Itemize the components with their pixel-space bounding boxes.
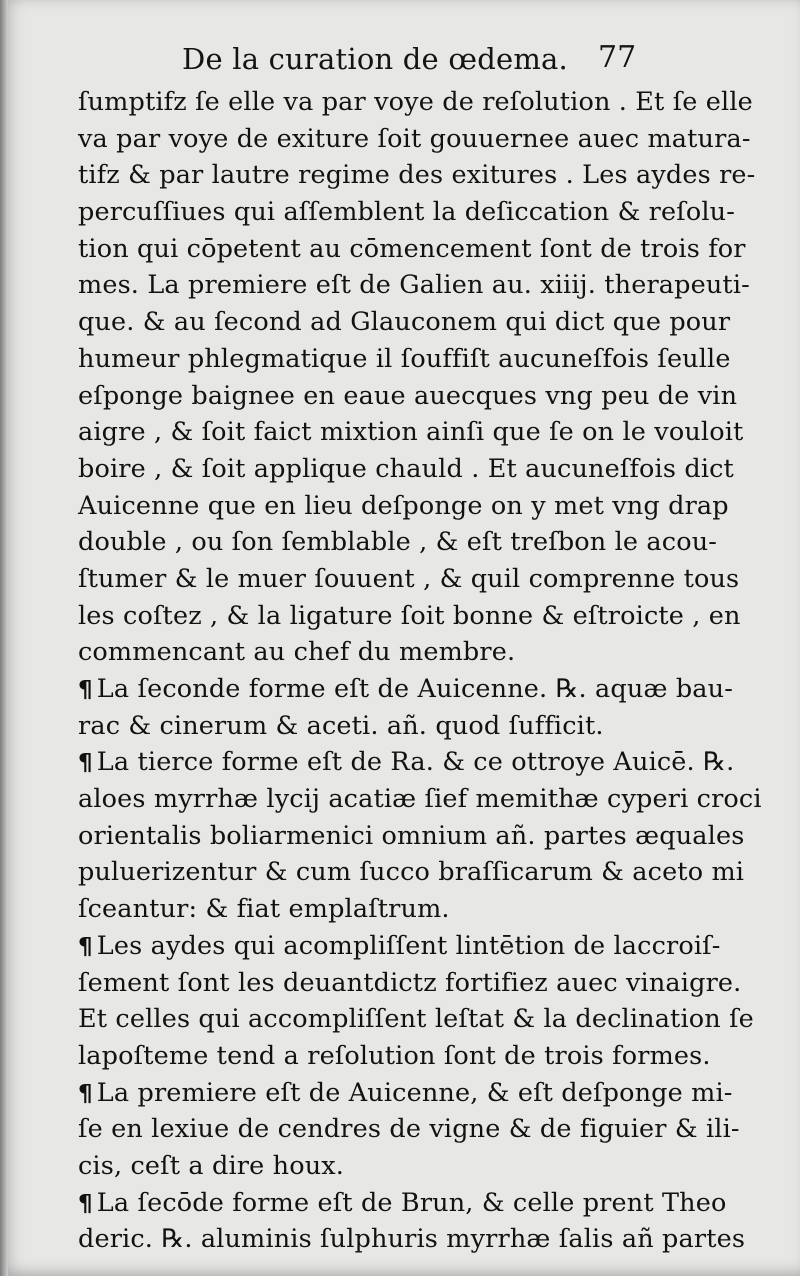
text-line: ſumptifz ſe elle va par voye de reſolution . Et ſe elle (78, 87, 753, 117)
text-line: mes. La premiere eſt de Galien au. xiiij. therapeuti- (78, 270, 750, 301)
text-line: les coſtez , & la ligature ſoit bonne & eſtroicte , en (78, 600, 741, 631)
text-line-content: La tierce forme eſt de Ra. & ce ottroye Auicē. ℞. (96, 747, 735, 778)
text-line (78, 744, 735, 781)
text-line: rac & cinerum & aceti. añ. quod ſufficit. (78, 710, 604, 741)
text-line: puluerizentur & cum ſucco braſſicarum & aceto mi (78, 857, 745, 888)
text-line (78, 928, 721, 965)
text-line: ſceantur: & fiat emplaſtrum. (78, 894, 450, 925)
text-line: ſe en lexiue de cendres de vigne & de figuier & ili- (78, 1114, 740, 1145)
text-line: eſponge baignee en eaue auecques vng peu de vin (78, 380, 738, 411)
text-line (78, 1185, 727, 1222)
running-title: De la curation de œdema. (182, 42, 568, 76)
text-line (78, 1075, 733, 1112)
text-line: lapoſteme tend a reſolution ſont de trois formes. (78, 1040, 711, 1071)
paragraph-mark-icon: ¶ (78, 933, 93, 960)
text-line-content: La ſeconde forme eſt de Auicenne. ℞. aquæ bau- (96, 674, 733, 704)
text-line: aigre , & ſoit faict mixtion ainſi que ſe on le vouloit (78, 417, 744, 448)
text-line-content: La ſecōde forme eſt de Brun, & celle prent Theo (96, 1187, 727, 1218)
paragraph-mark-icon: ¶ (78, 1080, 93, 1107)
text-line: commencant au chef du membre. (78, 637, 516, 668)
paragraph-mark-icon: ¶ (78, 750, 93, 777)
text-line: tifz & par lautre regime des exitures . Les aydes re- (78, 160, 756, 191)
text-line: aloes myrrhæ lycij acatiæ ſief memithæ cyperi croci (78, 784, 762, 815)
text-line: ſtumer & le muer ſouuent , & quil comprenne tous (78, 563, 740, 594)
text-line: double , ou ſon ſemblable , & eſt treſbon le acou- (78, 527, 718, 558)
page-number: 77 (598, 40, 637, 75)
text-line-content: La premiere eſt de Auicenne, & eſt deſponge mi- (96, 1077, 733, 1108)
text-line: Auicenne que en lieu deſponge on y met vng drap (78, 490, 729, 521)
body-text (78, 84, 762, 1258)
paragraph-mark-icon: ¶ (78, 677, 93, 703)
text-line: ſement ſont les deuantdictz fortifiez auec vinaigre. (78, 967, 742, 998)
text-line: va par voye de exiture ſoit gouuernee auec matura- (78, 123, 751, 154)
text-line: boire , & ſoit applique chauld . Et aucuneſfois dict (78, 453, 734, 484)
text-line (78, 671, 733, 708)
text-line: percuſſiues qui aſſemblent la deſiccation & reſolu- (78, 197, 735, 228)
text-line: que. & au ſecond ad Glauconem qui dict que pour (78, 307, 731, 338)
paragraph-mark-icon: ¶ (78, 1190, 93, 1217)
page-gutter-shadow (0, 0, 8, 1276)
text-line: tion qui cōpetent au cōmencement ſont de trois for (78, 233, 746, 264)
text-line: cis, ceſt a dire houx. (78, 1150, 345, 1181)
text-line: humeur phlegmatique il ſouffiſt aucuneſfois ſeulle (78, 343, 731, 374)
page-header (0, 36, 800, 80)
text-line-content: Les aydes qui acompliſſent lintētion de laccroiſ- (96, 930, 721, 961)
text-line: deric. ℞. aluminis ſulphuris myrrhæ ſalis añ partes (78, 1224, 746, 1255)
text-line: Et celles qui accompliſſent leſtat & la declination ſe (78, 1004, 754, 1035)
text-line: orientalis boliarmenici omnium añ. partes æquales (78, 820, 745, 851)
